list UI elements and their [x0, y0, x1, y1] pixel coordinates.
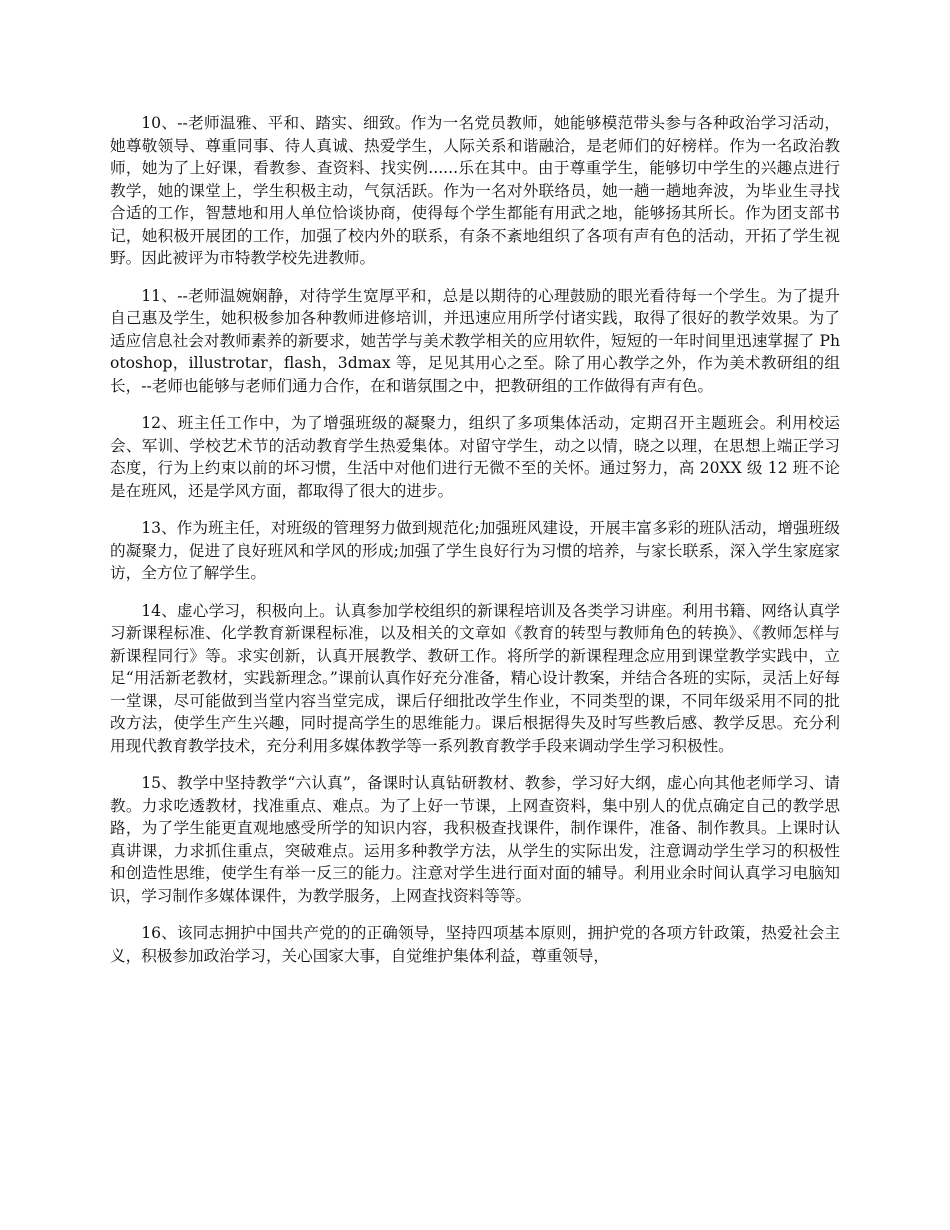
paragraph-15: 15、教学中坚持教学“六认真”，备课时认真钻研教材、教参，学习好大纲，虚心向其他老师学习、请教。力求吃透教材，找准重点、难点。为了上好一节课，上网查资料，集中别人的优点确定自己的教学思路，为了学生能更直观地感受所学的知识内容，我积极查找课件，制作课件，准备、制作教具。上课时认真讲课，力求抓住重点，突破难点。运用多种教学方法，从学生的实际出发，注意调动学生学习的积极性和创造性思维，使学生有举一反三的能力。注意对学生进行面对面的辅导。利用业余时间认真学习电脑知识，学习制作多媒体课件，为教学服务，上网查找资料等等。 — [110, 774, 840, 905]
paragraph-11: 11、--老师温婉娴静，对待学生宽厚平和，总是以期待的心理鼓励的眼光看待每一个学生。为了提升自己惠及学生，她积极参加各种教师进修培训，并迅速应用所学付诸实践，取得了很好的教学效果。为了适应信息社会对教师素养的新要求，她苦学与美术教学相关的应用软件，短短的一年时间里迅速掌握了 Photoshop，illustrotar，flash，3dmax 等，足见其用心之至。除了用心教学之外，作为美术教研组的组长，--老师也能够与老师们通力合作，在和谐氛围之中，把教研组的工作做得有声有色。 — [110, 286, 840, 395]
document-page — [110, 112, 840, 982]
paragraph-13: 13、作为班主任，对班级的管理努力做到规范化;加强班风建设，开展丰富多彩的班队活动，增强班级的凝聚力，促进了良好班风和学风的形成;加强了学生良好行为习惯的培养，与家长联系，深入学生家庭家访，全方位了解学生。 — [110, 519, 840, 582]
paragraph-10: 10、--老师温雅、平和、踏实、细致。作为一名党员教师，她能够模范带头参与各种政治学习活动，她尊敬领导、尊重同事、待人真诚、热爱学生，人际关系和谐融洽，是老师们的好榜样。作为一名政治教师，她为了上好课，看教参、查资料、找实例......乐在其中。由于尊重学生，能够切中学生的兴趣点进行教学，她的课堂上，学生积极主动，气氛活跃。作为一名对外联络员，她一趟一趟地奔波，为毕业生寻找合适的工作，智慧地和用人单位恰谈协商，使得每个学生都能有用武之地，能够扬其所长。作为团支部书记，她积极开展团的工作，加强了校内外的联系，有条不紊地组织了各项有声有色的活动，开拓了学生视野。因此被评为市特教学校先进教师。 — [110, 114, 840, 267]
paragraph-12: 12、班主任工作中，为了增强班级的凝聚力，组织了多项集体活动，定期召开主题班会。利用校运会、军训、学校艺术节的活动教育学生热爱集体。对留守学生，动之以情，晓之以理，在思想上端正学习态度，行为上约束以前的坏习惯，生活中对他们进行无微不至的关怀。通过努力，高 20XX 级 12 班不论是在班风，还是学风方面，都取得了很大的进步。 — [110, 414, 840, 500]
paragraph-14: 14、虚心学习，积极向上。认真参加学校组织的新课程培训及各类学习讲座。利用书籍、网络认真学习新课程标准、化学教育新课程标准，以及相关的文章如《教育的转型与教师角色的转换》、《教师怎样与新课程同行》等。求实创新，认真开展教学、教研工作。将所学的新课程理念应用到课堂教学实践中，立足“用活新老教材，实践新理念。”课前认真作好充分准备，精心设计教案，并结合各班的实际，灵活上好每一堂课，尽可能做到当堂内容当堂完成，课后仔细批改学生作业，不同类型的课，不同年级采用不同的批改方法，使学生产生兴趣，同时提高学生的思维能力。课后根据得失及时写些教后感、教学反思。充分利用现代教育教学技术，充分利用多媒体教学等一系列教育教学手段来调动学生学习积极性。 — [110, 601, 840, 755]
paragraph-16: 16、该同志拥护中国共产党的的正确领导，坚持四项基本原则，拥护党的各项方针政策，热爱社会主义，积极参加政治学习，关心国家大事，自觉维护集体利益，尊重领导， — [110, 924, 840, 965]
